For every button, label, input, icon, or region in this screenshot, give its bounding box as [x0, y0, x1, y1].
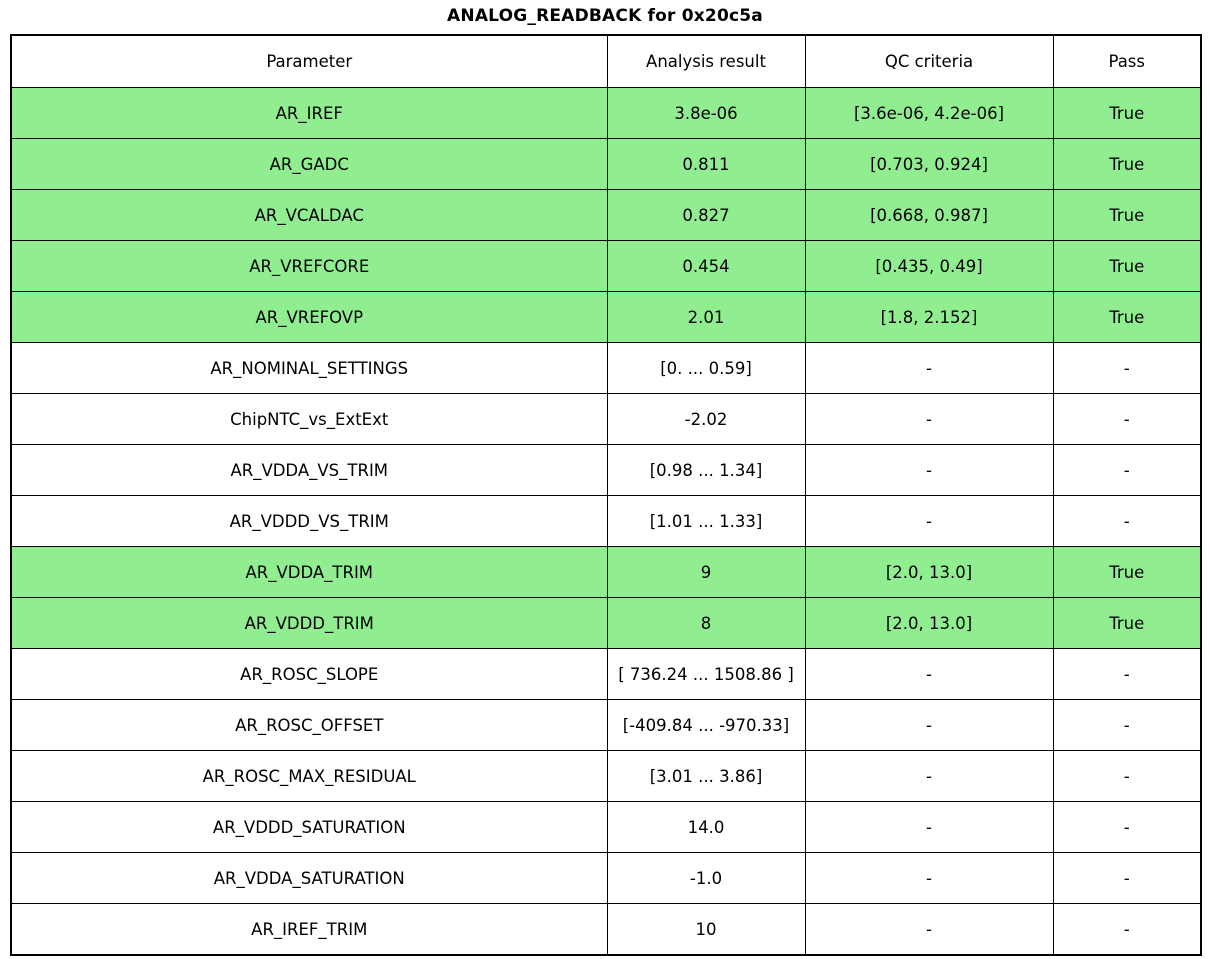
cell-pass: True: [1053, 190, 1201, 241]
cell-parameter: AR_IREF_TRIM: [11, 904, 607, 956]
cell-qc-criteria: -: [805, 751, 1053, 802]
table-row: [11, 598, 1201, 649]
cell-analysis-result: [-409.84 ... -970.33]: [607, 700, 805, 751]
cell-parameter: AR_NOMINAL_SETTINGS: [11, 343, 607, 394]
cell-pass: True: [1053, 241, 1201, 292]
cell-qc-criteria: [2.0, 13.0]: [805, 598, 1053, 649]
table-row: [11, 853, 1201, 904]
cell-pass: -: [1053, 751, 1201, 802]
cell-parameter: AR_VDDA_VS_TRIM: [11, 445, 607, 496]
cell-analysis-result: [3.01 ... 3.86]: [607, 751, 805, 802]
cell-qc-criteria: [2.0, 13.0]: [805, 547, 1053, 598]
cell-analysis-result: 3.8e-06: [607, 88, 805, 139]
cell-analysis-result: 0.454: [607, 241, 805, 292]
cell-pass: -: [1053, 649, 1201, 700]
cell-parameter: AR_VDDD_TRIM: [11, 598, 607, 649]
column-header-analysis-result: Analysis result: [607, 35, 805, 88]
cell-qc-criteria: [0.668, 0.987]: [805, 190, 1053, 241]
cell-parameter: AR_VREFOVP: [11, 292, 607, 343]
cell-analysis-result: 9: [607, 547, 805, 598]
cell-parameter: AR_VDDD_VS_TRIM: [11, 496, 607, 547]
cell-qc-criteria: -: [805, 700, 1053, 751]
cell-analysis-result: [ 736.24 ... 1508.86 ]: [607, 649, 805, 700]
cell-parameter: AR_GADC: [11, 139, 607, 190]
cell-pass: -: [1053, 445, 1201, 496]
table-body: [11, 88, 1201, 956]
cell-qc-criteria: -: [805, 343, 1053, 394]
table-row: [11, 751, 1201, 802]
table-row: [11, 700, 1201, 751]
cell-qc-criteria: -: [805, 394, 1053, 445]
cell-analysis-result: 2.01: [607, 292, 805, 343]
cell-pass: True: [1053, 292, 1201, 343]
cell-qc-criteria: -: [805, 853, 1053, 904]
table-row: [11, 445, 1201, 496]
cell-pass: True: [1053, 547, 1201, 598]
cell-qc-criteria: [0.703, 0.924]: [805, 139, 1053, 190]
cell-analysis-result: 0.827: [607, 190, 805, 241]
cell-qc-criteria: -: [805, 649, 1053, 700]
cell-parameter: AR_VDDD_SATURATION: [11, 802, 607, 853]
table-header: [11, 35, 1201, 88]
table-row: [11, 649, 1201, 700]
cell-analysis-result: -1.0: [607, 853, 805, 904]
cell-pass: -: [1053, 496, 1201, 547]
page-title: ANALOG_READBACK for 0x20c5a: [447, 6, 763, 26]
table-row: [11, 292, 1201, 343]
cell-qc-criteria: [0.435, 0.49]: [805, 241, 1053, 292]
table-row: [11, 190, 1201, 241]
table-row: [11, 343, 1201, 394]
cell-parameter: AR_ROSC_OFFSET: [11, 700, 607, 751]
table-row: [11, 904, 1201, 956]
cell-analysis-result: 14.0: [607, 802, 805, 853]
cell-parameter: AR_VDDA_SATURATION: [11, 853, 607, 904]
cell-qc-criteria: [1.8, 2.152]: [805, 292, 1053, 343]
cell-pass: True: [1053, 139, 1201, 190]
cell-qc-criteria: -: [805, 496, 1053, 547]
table-row: [11, 241, 1201, 292]
cell-qc-criteria: -: [805, 802, 1053, 853]
table-header-row: [11, 35, 1201, 88]
analog-readback-table: [10, 34, 1202, 956]
cell-analysis-result: 0.811: [607, 139, 805, 190]
cell-parameter: ChipNTC_vs_ExtExt: [11, 394, 607, 445]
table-row: [11, 88, 1201, 139]
column-header-parameter: Parameter: [11, 35, 607, 88]
column-header-qc-criteria: QC criteria: [805, 35, 1053, 88]
cell-analysis-result: [0.98 ... 1.34]: [607, 445, 805, 496]
cell-pass: -: [1053, 853, 1201, 904]
cell-qc-criteria: -: [805, 445, 1053, 496]
cell-analysis-result: [0. ... 0.59]: [607, 343, 805, 394]
cell-parameter: AR_IREF: [11, 88, 607, 139]
table-row: [11, 547, 1201, 598]
cell-qc-criteria: -: [805, 904, 1053, 956]
cell-analysis-result: 8: [607, 598, 805, 649]
cell-pass: True: [1053, 88, 1201, 139]
cell-analysis-result: 10: [607, 904, 805, 956]
cell-pass: True: [1053, 598, 1201, 649]
column-header-pass: Pass: [1053, 35, 1201, 88]
cell-parameter: AR_VDDA_TRIM: [11, 547, 607, 598]
cell-pass: -: [1053, 802, 1201, 853]
cell-pass: -: [1053, 394, 1201, 445]
cell-pass: -: [1053, 343, 1201, 394]
cell-analysis-result: [1.01 ... 1.33]: [607, 496, 805, 547]
cell-pass: -: [1053, 700, 1201, 751]
cell-parameter: AR_VCALDAC: [11, 190, 607, 241]
table-row: [11, 496, 1201, 547]
cell-parameter: AR_VREFCORE: [11, 241, 607, 292]
cell-parameter: AR_ROSC_SLOPE: [11, 649, 607, 700]
table-row: [11, 139, 1201, 190]
cell-analysis-result: -2.02: [607, 394, 805, 445]
cell-parameter: AR_ROSC_MAX_RESIDUAL: [11, 751, 607, 802]
cell-pass: -: [1053, 904, 1201, 956]
cell-qc-criteria: [3.6e-06, 4.2e-06]: [805, 88, 1053, 139]
table-row: [11, 394, 1201, 445]
table-row: [11, 802, 1201, 853]
